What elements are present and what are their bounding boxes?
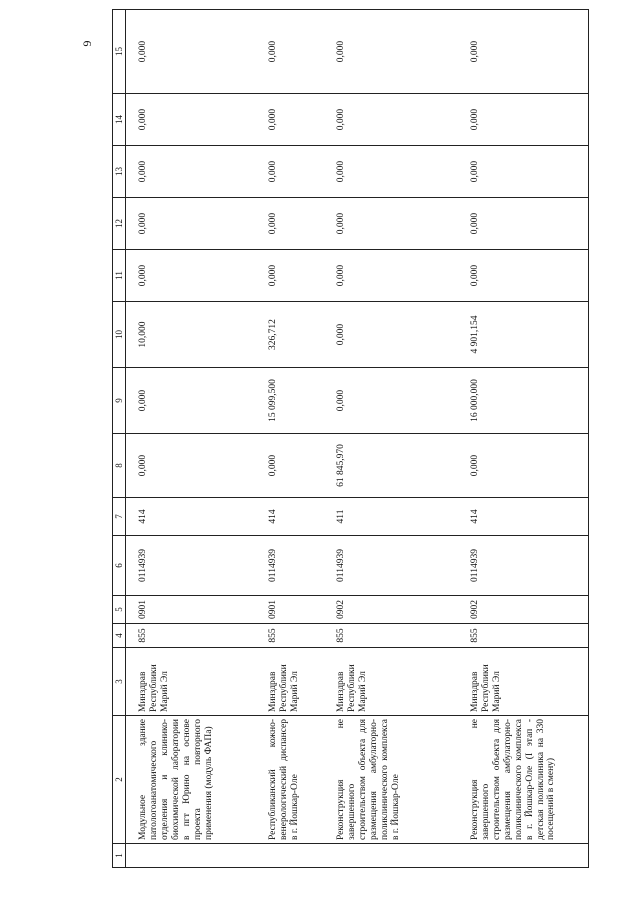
table-cell-col-2: Республиканский кожно-венерологический диспансер в г. Йошкар-Оле [256, 716, 324, 844]
table-cell-col-9: 0,000 [324, 368, 458, 434]
table-cell-col-13: 0,000 [458, 146, 589, 198]
table-cell-col-7: 411 [324, 498, 458, 536]
table-cell-col-3: Минздрав Республики Марий Эл [324, 648, 458, 716]
table-cell-col-13: 0,000 [126, 146, 257, 198]
table-cell-col-3: Минздрав Республики Марий Эл [458, 648, 589, 716]
table-cell-col-2: Реконструкция не завершенного строительством объекта для размещения амбулаторно-поликлинического комплекса в г. Йошкар-Оле (I этап - детская поликлиника на 330 посещений в смену) [458, 716, 589, 844]
column-header-1: 1 [113, 844, 126, 868]
table-cell-col-7: 414 [256, 498, 324, 536]
table-cell-col-5: 0901 [126, 596, 257, 624]
table-cell-col-12: 0,000 [458, 198, 589, 250]
table-cell-col-5: 0901 [256, 596, 324, 624]
table-row [126, 10, 257, 868]
table-cell-col-14: 0,000 [458, 94, 589, 146]
table-cell-col-11: 0,000 [126, 250, 257, 302]
table-cell-col-12: 0,000 [126, 198, 257, 250]
table-cell-col-2: Реконструкция не завершенного строительством объекта для размещения амбулаторно-поликлинического комплекса в г. Йошкар-Оле [324, 716, 458, 844]
column-header-12: 12 [113, 198, 126, 250]
table-cell-col-13: 0,000 [324, 146, 458, 198]
column-header-15: 15 [113, 10, 126, 94]
table-cell-col-11: 0,000 [458, 250, 589, 302]
column-header-5: 5 [113, 596, 126, 624]
table-body [126, 10, 589, 868]
table-cell-col-3: Минздрав Республики Марий Эл [126, 648, 257, 716]
table-cell-col-12: 0,000 [256, 198, 324, 250]
table-cell-col-6: 0114939 [126, 536, 257, 596]
table-cell-col-6: 0114939 [324, 536, 458, 596]
table-cell-col-8: 0,000 [458, 434, 589, 498]
column-header-11: 11 [113, 250, 126, 302]
column-header-14: 14 [113, 94, 126, 146]
column-header-13: 13 [113, 146, 126, 198]
table-cell-col-5: 0902 [458, 596, 589, 624]
table-cell-col-15: 0,000 [458, 10, 589, 94]
budget-table [112, 9, 589, 868]
column-header-6: 6 [113, 536, 126, 596]
table-cell-col-1 [324, 844, 458, 868]
table-row [256, 10, 324, 868]
table-cell-col-9: 16 000,000 [458, 368, 589, 434]
table-cell-col-2: Модульное здание патологоанатомического отделения и клинико-биохимической лаборатории в пгт Юрино на основе проекта повторного применения (модуль ФАПа) [126, 716, 257, 844]
table-cell-col-15: 0,000 [126, 10, 257, 94]
column-header-10: 10 [113, 302, 126, 368]
column-header-7: 7 [113, 498, 126, 536]
table-cell-col-14: 0,000 [256, 94, 324, 146]
table-row [324, 10, 458, 868]
table-cell-col-4: 855 [126, 624, 257, 648]
table-cell-col-6: 0114939 [458, 536, 589, 596]
table-cell-col-1 [458, 844, 589, 868]
column-header-2: 2 [113, 716, 126, 844]
column-header-8: 8 [113, 434, 126, 498]
table-row [458, 10, 589, 868]
table-cell-col-10: 0,000 [324, 302, 458, 368]
table-cell-col-15: 0,000 [324, 10, 458, 94]
table-cell-col-10: 10,000 [126, 302, 257, 368]
rotated-table-container [112, 10, 557, 868]
table-cell-col-8: 61 845,970 [324, 434, 458, 498]
table-cell-col-9: 15 099,500 [256, 368, 324, 434]
table-cell-col-7: 414 [126, 498, 257, 536]
table-cell-col-4: 855 [324, 624, 458, 648]
table-cell-col-9: 0,000 [126, 368, 257, 434]
table-cell-col-8: 0,000 [256, 434, 324, 498]
table-cell-col-10: 326,712 [256, 302, 324, 368]
column-header-4: 4 [113, 624, 126, 648]
table-cell-col-6: 0114939 [256, 536, 324, 596]
table-cell-col-13: 0,000 [256, 146, 324, 198]
page-number: 6 [80, 40, 95, 47]
table-cell-col-1 [126, 844, 257, 868]
table-cell-col-7: 414 [458, 498, 589, 536]
table-cell-col-10: 4 901,154 [458, 302, 589, 368]
table-cell-col-5: 0902 [324, 596, 458, 624]
table-cell-col-3: Минздрав Республики Марий Эл [256, 648, 324, 716]
header-row [113, 10, 126, 868]
table-cell-col-14: 0,000 [324, 94, 458, 146]
column-header-9: 9 [113, 368, 126, 434]
table-cell-col-1 [256, 844, 324, 868]
table-cell-col-8: 0,000 [126, 434, 257, 498]
table-cell-col-12: 0,000 [324, 198, 458, 250]
column-header-3: 3 [113, 648, 126, 716]
table-cell-col-4: 855 [458, 624, 589, 648]
table-cell-col-15: 0,000 [256, 10, 324, 94]
table-cell-col-11: 0,000 [324, 250, 458, 302]
table-cell-col-4: 855 [256, 624, 324, 648]
table-cell-col-11: 0,000 [256, 250, 324, 302]
table-cell-col-14: 0,000 [126, 94, 257, 146]
